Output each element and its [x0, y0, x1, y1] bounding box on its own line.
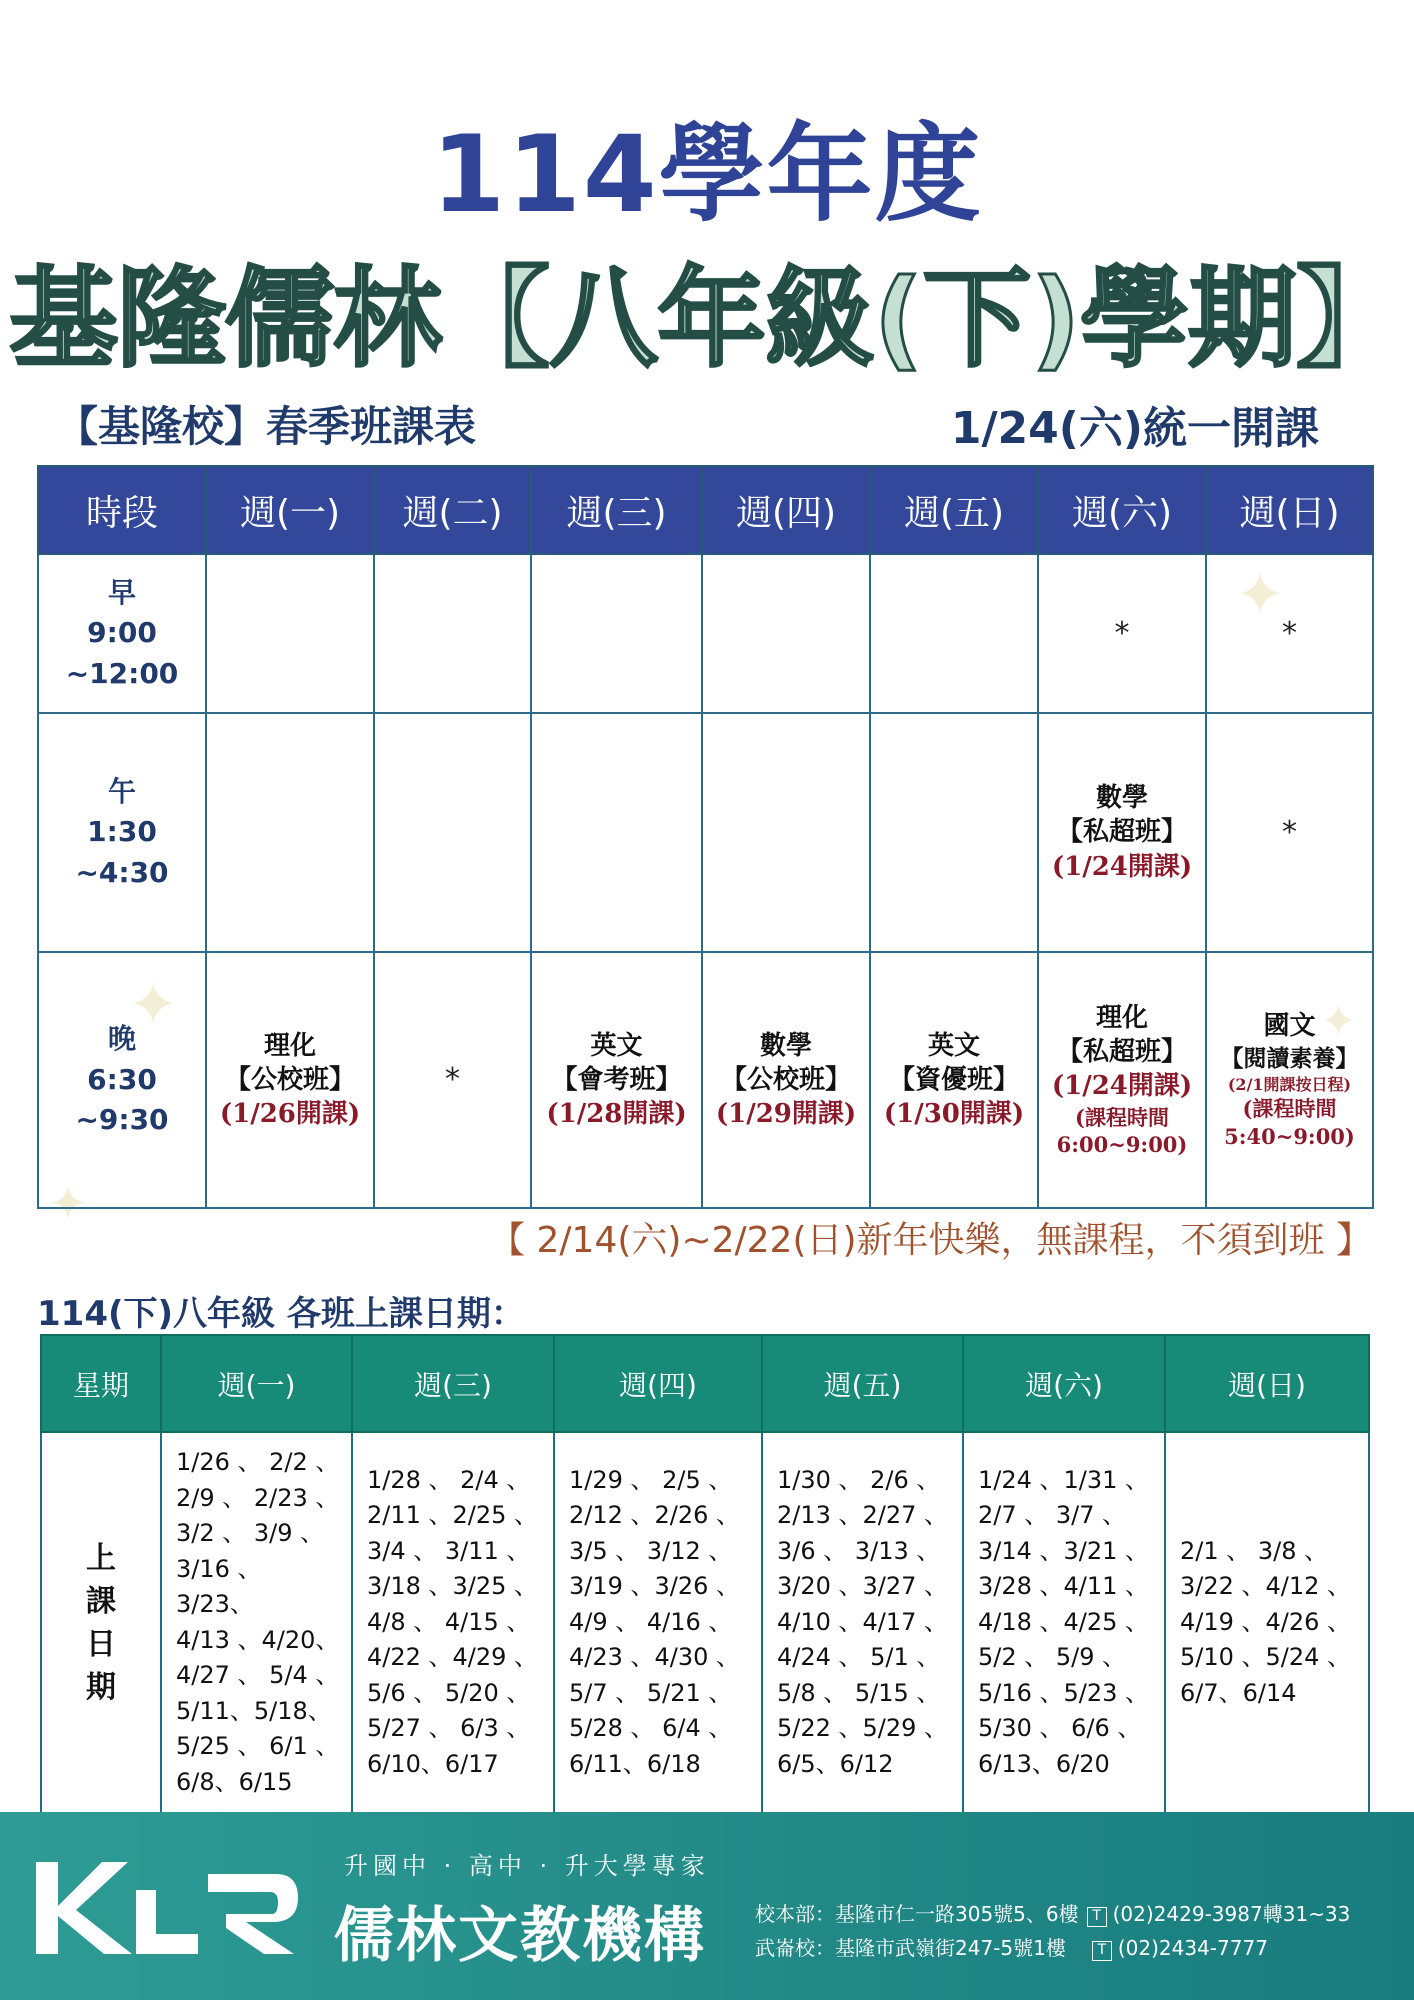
course-subject: 數學	[1095, 783, 1148, 814]
course-start-note: (1/24開課)	[1051, 1071, 1193, 1102]
course-start-note: (1/29開課)	[715, 1099, 857, 1130]
header-cell: 週(三)	[531, 466, 702, 554]
telephone-icon: T	[1087, 1907, 1107, 1927]
sat-morning-cell	[1038, 554, 1206, 713]
course-class: 【私超班】	[1056, 1037, 1187, 1068]
class-dates-table	[40, 1334, 1370, 1814]
empty-cell	[531, 554, 702, 713]
course-time-note: 5:40~9:00)	[1224, 1123, 1355, 1149]
schedule-subtitle: 【基隆校】春季班課表	[56, 402, 477, 451]
weekly-schedule-table	[37, 465, 1374, 1209]
empty-cell	[531, 713, 702, 952]
slot-name: 午	[107, 774, 136, 808]
course-start-note: (1/28開課)	[546, 1099, 687, 1130]
address-text: 武崙校：基隆市武嶺街247-5號1樓	[755, 1936, 1066, 1960]
course-subject: 英文	[590, 1030, 643, 1061]
course-subject: 理化	[263, 1030, 316, 1061]
sat-afternoon-cell	[1038, 713, 1206, 952]
empty-cell	[702, 713, 870, 952]
wed-evening-cell	[531, 952, 702, 1208]
course-time-note: (課程時間	[1242, 1096, 1337, 1122]
placeholder-star: *	[1282, 615, 1297, 651]
sparkle-icon: ✦	[48, 1176, 89, 1232]
telephone-icon: T	[1092, 1941, 1112, 1961]
time-slot-afternoon	[38, 713, 206, 952]
dates-cell-wed: 1/28 、 2/4 、 2/11 、2/25 、 3/4 、 3/11 、 3/18 、3/25 、 4/8 、 4/15 、 4/22 、4/29 、 5/6 、 5/20 、 5/27 、 6/3 、 6/10、6/17	[352, 1432, 554, 1813]
dates-row	[41, 1432, 1369, 1813]
empty-cell	[206, 713, 374, 952]
dates-header-row	[41, 1335, 1369, 1432]
title-main: 基隆儒林【八年級(下)學期】	[9, 257, 1405, 382]
header-cell: 週(日)	[1206, 466, 1373, 554]
header-cell: 週(五)	[870, 466, 1038, 554]
header-cell: 週(二)	[374, 466, 531, 554]
schedule-header-row	[38, 466, 1373, 554]
course-class: 【資優班】	[888, 1064, 1019, 1095]
course-class: 【私超班】	[1056, 817, 1187, 848]
slot-start: 6:30	[87, 1062, 157, 1096]
slot-end: ~4:30	[75, 855, 169, 889]
dates-cell-thu: 1/29 、 2/5 、 2/12 、2/26 、 3/5 、 3/12 、 3/19 、3/26 、 4/9 、 4/16 、 4/23 、4/30 、 5/7 、 5/21 、 5/28 、 6/4 、 6/11、6/18	[554, 1432, 762, 1813]
slot-name: 晚	[107, 1022, 136, 1056]
empty-cell	[374, 554, 531, 713]
placeholder-star: *	[1114, 615, 1130, 651]
sat-evening-cell	[1038, 952, 1206, 1208]
dates-cell-mon: 1/26 、 2/2 、 2/9 、 2/23 、 3/2 、 3/9 、 3/16 、 3/23、 4/13 、4/20、 4/27 、 5/4 、 5/11、5/18、 5/25 、 6/1 、 6/8、6/15	[161, 1432, 352, 1813]
sparkle-icon: ✦	[128, 970, 179, 1040]
course-start-note: (1/24開課)	[1051, 851, 1193, 882]
start-date-banner: 1/24(六)統一開課	[950, 403, 1319, 454]
empty-cell	[870, 554, 1038, 713]
thu-evening-cell	[702, 952, 870, 1208]
morning-row	[38, 554, 1373, 713]
time-slot-evening	[38, 952, 206, 1208]
placeholder-star: *	[1282, 814, 1297, 850]
dates-cell-fri: 1/30 、 2/6 、 2/13 、2/27 、 3/6 、 3/13 、 3/20 、3/27 、 4/10 、4/17 、 4/24 、 5/1 、 5/8 、 5/15 、 5/22 、5/29 、 6/5、6/12	[762, 1432, 963, 1813]
course-time-note: 6:00~9:00)	[1056, 1132, 1188, 1158]
course-subject: 理化	[1095, 1002, 1148, 1033]
dates-cell-sat: 1/24 、1/31 、 2/7 、 3/7 、 3/14 、3/21 、 3/28 、4/11 、 4/18 、4/25 、 5/2 、 5/9 、 5/16 、5/23 、 5/30 、 6/6 、 6/13、6/20	[963, 1432, 1165, 1813]
organization-name: 儒林文教機構	[334, 1901, 706, 1971]
slot-end: ~12:00	[65, 656, 179, 690]
header-cell: 週(一)	[206, 466, 374, 554]
course-subject: 國文	[1263, 1011, 1316, 1042]
wulun-campus-address	[755, 1932, 1268, 1961]
address-text: 校本部：基隆市仁一路305號5、6樓	[755, 1902, 1079, 1926]
course-time-note: (課程時間	[1075, 1104, 1169, 1130]
header-cell: 週(一)	[161, 1335, 352, 1432]
course-class: 【公校班】	[720, 1064, 851, 1095]
dates-cell-sun: 2/1 、 3/8 、 3/22 、4/12 、 4/19 、4/26 、 5/10 、5/24 、 6/7、6/14	[1165, 1432, 1369, 1813]
sparkle-icon: ✦	[1235, 560, 1286, 630]
slogan-text: 升國中 · 高中 · 升大學專家	[344, 1852, 710, 1880]
course-subject: 數學	[759, 1030, 812, 1061]
fri-evening-cell	[870, 952, 1038, 1208]
header-cell: 週(三)	[352, 1335, 554, 1432]
sparkle-icon: ✦	[1320, 996, 1357, 1047]
course-subject: 英文	[927, 1030, 980, 1061]
slot-start: 1:30	[87, 815, 157, 849]
course-class: 【公校班】	[224, 1064, 355, 1095]
course-class: 【會考班】	[551, 1064, 682, 1095]
mon-evening-cell	[206, 952, 374, 1208]
empty-cell	[206, 554, 374, 713]
klr-logo-icon	[32, 1854, 304, 1964]
empty-cell	[374, 713, 531, 952]
slot-name: 早	[107, 575, 136, 609]
course-class: 【閱讀素養】	[1220, 1044, 1359, 1072]
empty-cell	[702, 554, 870, 713]
header-cell: 時段	[38, 466, 206, 554]
tue-evening-cell	[374, 952, 531, 1208]
title-year: 114學年度	[431, 113, 983, 236]
header-cell: 週(四)	[554, 1335, 762, 1432]
afternoon-row	[38, 713, 1373, 952]
empty-cell	[870, 713, 1038, 952]
header-cell: 週(六)	[963, 1335, 1165, 1432]
header-cell: 週(日)	[1165, 1335, 1369, 1432]
header-cell: 週(四)	[702, 466, 870, 554]
sun-afternoon-cell	[1206, 713, 1373, 952]
phone-number: (02)2429-3987轉31~33	[1112, 1902, 1351, 1926]
header-cell: 週(六)	[1038, 466, 1206, 554]
sun-evening-cell	[1206, 952, 1373, 1208]
course-start-note: (1/26開課)	[219, 1099, 361, 1130]
dates-row-label: 上 課 日 期	[41, 1432, 161, 1813]
header-cell: 星期	[41, 1335, 161, 1432]
course-start-note: (2/1開課按日程)	[1227, 1075, 1352, 1095]
evening-row	[38, 952, 1373, 1208]
slot-end: ~9:30	[75, 1103, 169, 1137]
time-slot-morning	[38, 554, 206, 713]
holiday-notice: 【 2/14(六)~2/22(日)新年快樂，無課程，不須到班 】	[489, 1220, 1372, 1261]
class-dates-title: 114(下)八年級 各班上課日期：	[37, 1294, 525, 1334]
course-start-note: (1/30開課)	[883, 1099, 1025, 1130]
placeholder-star: *	[445, 1062, 460, 1098]
header-cell: 週(五)	[762, 1335, 963, 1432]
main-campus-address	[755, 1898, 1350, 1927]
slot-start: 9:00	[87, 616, 157, 650]
phone-number: (02)2434-7777	[1117, 1936, 1268, 1960]
sun-morning-cell	[1206, 554, 1373, 713]
footer-banner	[0, 1812, 1414, 2000]
